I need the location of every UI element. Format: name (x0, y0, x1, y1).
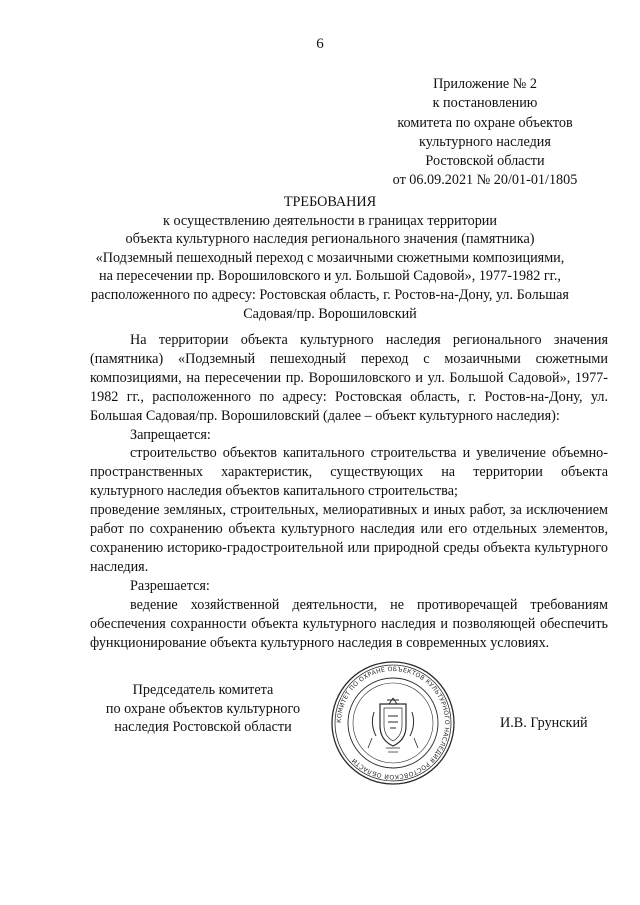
appendix-line: комитета по охране объектов (397, 114, 573, 131)
appendix-line: от 06.09.2021 № 20/01-01/1805 (392, 172, 578, 189)
title-line: «Подземный пешеходный переход с мозаичными сюжетными композициями, (95, 249, 565, 266)
appendix-header (380, 75, 590, 191)
signatory-name: И.В. Грунский (500, 715, 588, 731)
title-line: к осуществлению деятельности в границах территории (163, 212, 497, 229)
signatory-position (88, 681, 318, 737)
prohibited-item: проведение земляных, строительных, мелиоративных и иных работ, за исключением работ по сохранению объекта культурного наследия или его отдельных элементов, сохранению историко-градостроительной или природной среды объекта культурного наследия. (90, 502, 608, 575)
seal-graphic (332, 662, 454, 784)
title-line: Садовая/пр. Ворошиловский (243, 305, 417, 322)
seal-text: КОМИТЕТ ПО ОХРАНЕ ОБЪЕКТОВ КУЛЬТУРНОГО НАСЛЕДИЯ РОСТОВСКОЙ ОБЛАСТИ (335, 665, 451, 781)
title-heading: ТРЕБОВАНИЯ (283, 194, 377, 210)
position-line: наследия Ростовской области (114, 719, 292, 736)
appendix-line: культурного наследия (419, 133, 551, 150)
prohibited-label: Запрещается: (130, 426, 211, 443)
requirements-title (80, 193, 580, 323)
position-line: по охране объектов культурного (105, 700, 301, 717)
intro-paragraph: На территории объекта культурного наследия регионального значения (памятника) «Подземный пешеходный переход с мозаичными сюжетными композициями, на пересечении пр. Ворошиловского и ул. Большой Садовой», 1977-1982 гг., расположенного по адресу: Ростовская область, г. Ростов-на-Дону, ул. Большая Садовая/пр. Ворошиловский (далее – объект культурного наследия): (90, 332, 608, 424)
official-seal (330, 660, 456, 786)
position-line: Председатель комитета (132, 682, 274, 698)
appendix-line: к постановлению (432, 95, 538, 112)
document-body (90, 331, 608, 652)
allowed-label: Разрешается: (130, 577, 210, 594)
title-line: объекта культурного наследия регионального значения (памятника) (125, 231, 535, 248)
title-line: на пересечении пр. Ворошиловского и ул. Большой Садовой», 1977-1982 гг., (99, 268, 561, 285)
prohibited-item: строительство объектов капитального строительства и увеличение объемно-пространственных характеристик, существующих на территории объекта культурного наследия объектов капитального строительства; (90, 445, 608, 500)
appendix-line: Приложение № 2 (433, 76, 537, 92)
allowed-item: ведение хозяйственной деятельности, не противоречащей требованиям обеспечения сохранности объекта культурного наследия и позволяющей обеспечить функционирование объекта культурного наследия в современных условиях. (90, 596, 608, 651)
title-line: расположенного по адресу: Ростовская область, г. Ростов-на-Дону, ул. Большая (91, 286, 569, 303)
page-number: 6 (316, 36, 324, 52)
appendix-line: Ростовской области (425, 153, 545, 170)
